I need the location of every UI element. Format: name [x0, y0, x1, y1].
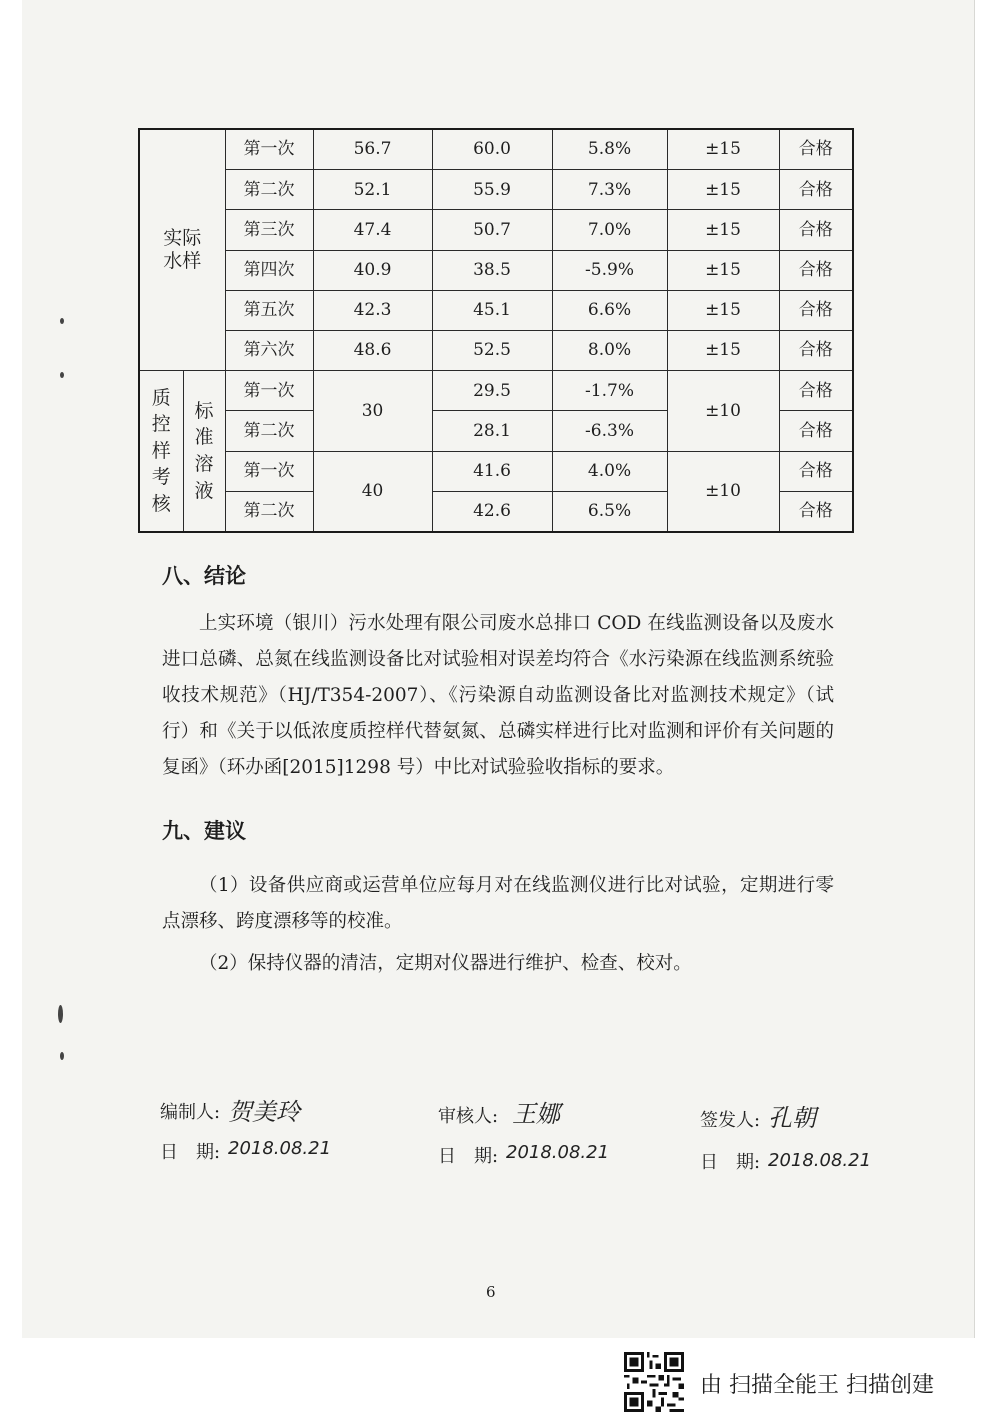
meas-cell: 45.1 — [432, 290, 552, 330]
seq-cell: 第二次 — [225, 170, 313, 210]
meas-cell: 28.1 — [432, 411, 552, 451]
limit-cell: ±15 — [667, 129, 779, 170]
err-cell: -5.9% — [552, 250, 667, 290]
meas-cell: 60.0 — [432, 129, 552, 170]
err-cell: 7.0% — [552, 210, 667, 250]
err-cell: 6.5% — [552, 491, 667, 532]
scan-speck — [58, 1005, 63, 1023]
seq-cell: 第一次 — [225, 371, 313, 411]
ref-cell: 40 — [313, 451, 432, 532]
err-cell: 4.0% — [552, 451, 667, 491]
reviewer-date-label: 日 期: — [438, 1146, 499, 1167]
table-row — [139, 371, 853, 411]
limit-cell: ±10 — [667, 371, 779, 451]
ref-cell: 52.1 — [313, 170, 432, 210]
ref-cell: 42.3 — [313, 290, 432, 330]
err-cell: 8.0% — [552, 330, 667, 370]
seq-cell: 第二次 — [225, 411, 313, 451]
issuer-date: 2018.08.21 — [768, 1150, 872, 1171]
meas-cell: 41.6 — [432, 451, 552, 491]
limit-cell: ±10 — [667, 451, 779, 532]
result-cell: 合格 — [779, 210, 853, 250]
ref-cell: 47.4 — [313, 210, 432, 250]
result-cell: 合格 — [779, 411, 853, 451]
compiler-signature: 贺美玲 — [228, 1098, 300, 1126]
meas-cell: 38.5 — [432, 250, 552, 290]
limit-cell: ±15 — [667, 210, 779, 250]
limit-cell: ±15 — [667, 250, 779, 290]
reviewer-label: 审核人: — [438, 1106, 499, 1127]
ref-cell: 30 — [313, 371, 432, 451]
table-row — [139, 451, 853, 491]
err-cell: 7.3% — [552, 170, 667, 210]
issuer-date-label: 日 期: — [700, 1152, 761, 1173]
compiler-date: 2018.08.21 — [228, 1138, 332, 1159]
seq-cell: 第六次 — [225, 330, 313, 370]
meas-cell: 42.6 — [432, 491, 552, 532]
limit-cell: ±15 — [667, 330, 779, 370]
table-row — [139, 170, 853, 210]
seq-cell: 第二次 — [225, 491, 313, 532]
result-cell: 合格 — [779, 170, 853, 210]
result-cell: 合格 — [779, 371, 853, 411]
ref-cell: 48.6 — [313, 330, 432, 370]
err-cell: -6.3% — [552, 411, 667, 451]
section-8-heading: 八、结论 — [162, 564, 246, 588]
table-row — [139, 210, 853, 250]
meas-cell: 29.5 — [432, 371, 552, 411]
suggestion-item-1: （1）设备供应商或运营单位应每月对在线监测仪进行比对试验，定期进行零点漂移、跨度漂移等的校准。 — [162, 875, 834, 932]
limit-cell: ±15 — [667, 170, 779, 210]
reviewer-date: 2018.08.21 — [506, 1142, 610, 1163]
err-cell: 6.6% — [552, 290, 667, 330]
scan-speck — [60, 1052, 64, 1060]
result-cell: 合格 — [779, 491, 853, 532]
conclusion-paragraph: 上实环境（银川）污水处理有限公司废水总排口 COD 在线监测设备以及废水进口总磷、总氮在线监测设备比对试验相对误差均符合《水污染源在线监测系统验收技术规范》（HJ/T354-2007）、《污染源自动监测设备比对监测技术规定》（试行）和《关于以低浓度质控样代替氨氮、总磷实样进行比对监测和评价有关问题的复函》（环办函[2015]1298 号）中比对试验验收指标的要求。 — [162, 613, 834, 778]
page-number: 6 — [486, 1283, 496, 1301]
suggestion-item-2: （2）保持仪器的清洁，定期对仪器进行维护、检查、校对。 — [199, 953, 692, 974]
scan-speck — [60, 318, 64, 324]
err-cell: -1.7% — [552, 371, 667, 411]
seq-cell: 第一次 — [225, 451, 313, 491]
result-cell: 合格 — [779, 250, 853, 290]
section-9-heading: 九、建议 — [162, 819, 246, 843]
ref-cell: 40.9 — [313, 250, 432, 290]
group-sublabel-standard-solution: 标准溶液 — [183, 371, 225, 532]
issuer-label: 签发人: — [700, 1110, 761, 1131]
scan-speck — [60, 372, 64, 378]
seq-cell: 第一次 — [225, 129, 313, 170]
compiler-label: 编制人: — [160, 1102, 221, 1123]
issuer-signature: 孔朝 — [768, 1104, 816, 1132]
result-cell: 合格 — [779, 129, 853, 170]
group-label-actual-sample: 实际 水样 — [139, 129, 225, 371]
result-cell: 合格 — [779, 290, 853, 330]
meas-cell: 52.5 — [432, 330, 552, 370]
result-cell: 合格 — [779, 451, 853, 491]
compiler-date-label: 日 期: — [160, 1142, 221, 1163]
limit-cell: ±15 — [667, 290, 779, 330]
seq-cell: 第四次 — [225, 250, 313, 290]
table-row — [139, 250, 853, 290]
err-cell: 5.8% — [552, 129, 667, 170]
group-label-qc: 质控样考核 — [139, 371, 183, 532]
scanner-credit-text: 由 扫描全能王 扫描创建 — [700, 1373, 934, 1398]
result-cell: 合格 — [779, 330, 853, 370]
scanner-watermark — [620, 1352, 990, 1414]
meas-cell: 50.7 — [432, 210, 552, 250]
reviewer-signature: 王娜 — [512, 1100, 560, 1128]
table-row — [139, 290, 853, 330]
qr-code-icon — [624, 1352, 684, 1412]
comparison-table — [138, 128, 854, 533]
table-row — [139, 330, 853, 370]
seq-cell: 第五次 — [225, 290, 313, 330]
ref-cell: 56.7 — [313, 129, 432, 170]
meas-cell: 55.9 — [432, 170, 552, 210]
seq-cell: 第三次 — [225, 210, 313, 250]
table-row — [139, 129, 853, 170]
